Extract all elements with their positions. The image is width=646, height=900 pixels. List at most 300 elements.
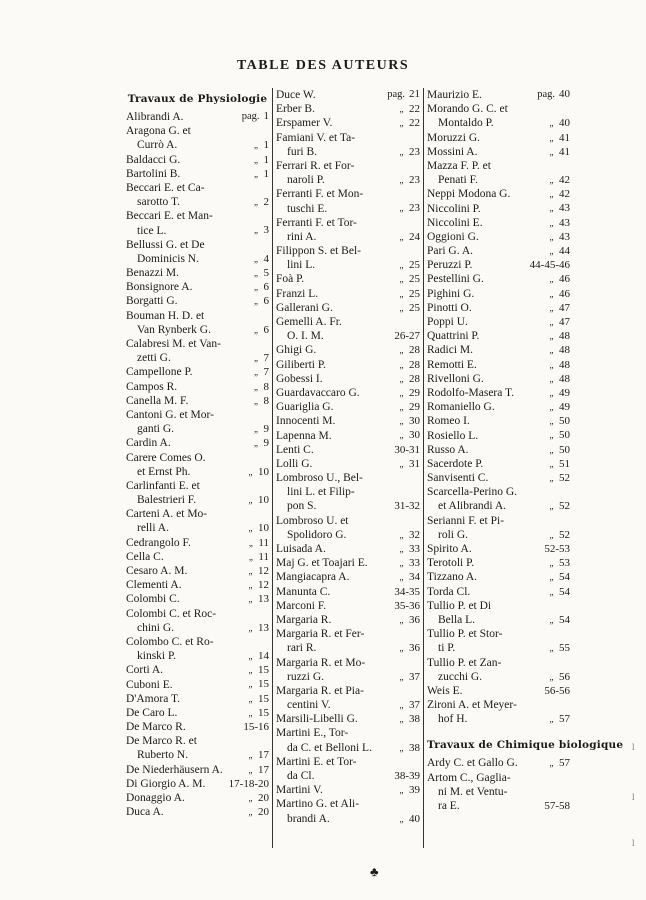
page-number: 6 [263,323,269,336]
author-name: De Caro L. [126,706,178,719]
author-name: Foà P. [276,273,305,286]
author-name: Margaria R. et Pia- [276,684,364,697]
page-number: 50 [559,429,570,442]
index-entry [427,599,570,627]
author-name: Pestellini G. [427,273,484,286]
page-number: 41 [559,131,570,144]
author-name: Cardin A. [126,437,171,450]
index-entry [276,684,420,712]
page-number: 43 [559,202,570,215]
page-number: 48 [559,372,570,385]
page-reference [550,145,571,159]
index-entry [126,337,269,365]
ditto-mark: „ [399,274,404,285]
ditto-mark: „ [254,225,258,236]
page-reference [550,329,571,343]
ditto-mark: „ [549,458,554,469]
page-number: 35-36 [394,599,420,612]
index-entry [276,372,420,386]
page-number: 52 [559,528,570,541]
author-name: Remotti E. [427,358,477,371]
page-number: 57-58 [544,799,570,812]
author-name: Aragona G. et [126,125,191,138]
index-entry [427,301,570,315]
ditto-mark: „ [399,118,404,129]
index-entry [427,627,570,655]
author-name: Weis E. [427,684,463,697]
page-reference [550,570,571,584]
index-entry [276,443,420,457]
author-name-continued: roli G. [438,528,469,541]
ditto-mark: „ [549,316,554,327]
page-reference [550,244,571,258]
index-entry [276,414,420,428]
ditto-mark: „ [399,302,404,313]
page-reference [400,287,421,301]
author-name: Mangiacapra A. [276,571,350,584]
page-reference [254,436,269,450]
page-number: 38-39 [394,769,420,782]
page-number: 23 [409,202,420,215]
page-reference [249,493,270,507]
column-2 [276,88,420,826]
page-number: 9 [263,423,269,436]
ditto-mark: „ [399,700,404,711]
author-name: Franzi L. [276,287,319,300]
page-number: 17 [258,749,269,762]
page-reference [400,414,421,428]
pag-abbrev: pag. [537,88,555,100]
index-entry [126,777,269,791]
index-entry [427,556,570,570]
entry-list [126,110,269,819]
index-entry [427,230,570,244]
ditto-mark: „ [549,288,554,299]
author-name: Baldacci G. [126,153,181,166]
author-name: Ardy C. et Gallo G. [427,757,518,770]
page-reference [550,641,571,655]
index-entry [126,124,269,152]
page-reference [550,201,571,215]
ditto-mark: „ [254,367,258,378]
footer-ornament: ♣ [370,864,379,879]
page-reference [400,145,421,159]
page-reference [550,443,571,457]
ditto-mark: „ [549,473,554,484]
index-entry [427,656,570,684]
index-entry [126,592,269,606]
ditto-mark: „ [399,430,404,441]
page-reference [400,173,421,187]
ditto-mark: „ [399,175,404,186]
author-name-continued: Balestrieri F. [137,494,197,507]
page-number: 34 [409,571,420,584]
ditto-mark: „ [254,324,258,335]
ditto-mark: „ [248,679,253,690]
page-reference [550,343,571,357]
column-3 [427,87,624,813]
author-name: Sanvisenti C. [427,472,489,485]
author-name: Duce W. [276,89,316,101]
author-name: Maurizio E. [427,89,482,101]
page-number: 28 [409,344,420,357]
ditto-mark: „ [248,651,253,662]
author-name: Mazza F. P. et [427,159,491,172]
author-name: Bouman H. D. et [126,309,205,322]
page-number: 10 [258,465,269,478]
ditto-mark: „ [248,523,253,534]
author-name: Torda Cl. [427,585,471,598]
ditto-mark: „ [549,586,554,597]
page-reference [249,677,270,691]
author-name: Tullio P. et Di [427,599,492,612]
ditto-mark: „ [254,381,258,392]
ditto-mark: „ [549,132,554,143]
index-entry [427,88,570,102]
page-reference [537,87,570,102]
page-reference [249,663,270,677]
page-number: 11 [258,550,269,563]
page-reference [249,763,270,777]
author-name-continued: et Ernst Ph. [137,465,191,478]
author-name-continued: da C. et Belloni L. [287,741,372,754]
page-reference [243,720,269,734]
page-reference [400,556,421,570]
index-entry [126,550,269,564]
index-entry [126,635,269,663]
author-name: Gobessi I. [276,372,323,385]
author-name-continued: ganti G. [137,423,175,436]
page-reference [400,698,421,712]
page-reference [400,116,421,130]
index-entry [126,578,269,592]
index-entry [427,187,570,201]
index-entry [126,663,269,677]
page-number: 28 [409,372,420,385]
ditto-mark: „ [248,495,253,506]
index-entry [276,556,420,570]
page-number: 43 [559,230,570,243]
page-number: 15 [258,664,269,677]
author-name-continued: da Cl. [287,770,315,782]
page-reference [400,812,421,826]
author-name: Cuboni E. [126,678,173,691]
page-reference [400,457,421,471]
index-entry [276,797,420,825]
page-number: 3 [263,224,269,237]
index-entry [427,457,570,471]
index-entry [276,514,420,542]
index-entry [276,712,420,726]
index-entry [276,783,420,797]
page-number: 40 [409,812,420,825]
ditto-mark: „ [549,430,554,441]
index-entry [427,244,570,258]
page-reference [550,471,571,485]
author-name: Canella M. F. [126,394,189,407]
page-reference [550,428,571,442]
ditto-mark: „ [549,572,554,583]
page-number: 46 [559,273,570,286]
ditto-mark: „ [399,260,404,271]
index-entry [427,756,570,770]
ditto-mark: „ [399,231,404,242]
author-name: Rivelloni G. [427,372,484,385]
column-1 [126,88,269,819]
ditto-mark: „ [248,750,253,761]
author-name: Ghigi G. [276,344,317,357]
page-number: 29 [409,386,420,399]
ditto-mark: „ [254,296,258,307]
author-name: Clementi A. [126,579,182,592]
author-name: Terotoli P. [427,557,475,570]
page-number: 40 [559,87,570,100]
page-number: 53 [559,557,570,570]
author-name: Gallerani G. [276,301,333,314]
index-entry [427,159,570,187]
author-name-continued: zetti G. [137,352,171,365]
page-reference [400,358,421,372]
page-number: 36 [409,642,420,655]
page-reference [394,585,420,599]
author-name: Duca A. [126,806,164,819]
page-reference [550,301,571,315]
author-name-continued: pon S. [287,500,317,513]
index-entry [276,400,420,414]
author-name: Moruzzi G. [427,131,481,144]
index-entry [126,507,269,535]
author-name: Ferrari R. et For- [276,159,355,172]
index-entry [276,358,420,372]
author-name-continued: relli A. [137,522,169,535]
page-reference [550,585,571,599]
page-number: 30-31 [394,443,420,456]
index-entry [427,414,570,428]
page-number: 30 [409,415,420,428]
page-number: 22 [409,117,420,130]
page-reference [550,116,571,130]
index-entry [126,238,269,266]
index-entry [276,570,420,584]
author-name: Pari G. A. [427,245,473,258]
ditto-mark: „ [399,529,404,540]
ditto-mark: „ [549,203,554,214]
ditto-mark: „ [549,274,554,285]
page-number: 7 [263,352,269,365]
author-name: Cesaro A. M. [126,565,188,577]
index-entry [276,599,420,613]
author-name: Pinotti O. [427,301,472,314]
index-entry [126,706,269,720]
author-name: Lenti C. [276,443,314,456]
page-number: 34-35 [394,585,420,598]
index-entry [126,167,269,181]
index-entry [427,570,570,584]
author-name-continued: tice L. [137,224,167,237]
ditto-mark: „ [549,231,554,242]
page-reference [254,380,269,394]
page-number: 25 [409,301,420,314]
page-reference [550,556,571,570]
index-entry [427,216,570,230]
author-name: Lolli G. [276,457,313,470]
ditto-mark: „ [549,359,554,370]
page-number: 52-53 [544,542,570,555]
page-reference [550,670,571,684]
index-entry [276,726,420,754]
author-name: Cantoni G. et Mor- [126,408,214,421]
author-name: Borgatti G. [126,295,178,308]
index-entry [427,443,570,457]
author-name: Campos R. [126,380,178,393]
author-name: Lombroso U., Bel- [276,472,363,485]
author-name-continued: Ruberto N. [137,749,189,762]
ditto-mark: „ [549,189,554,200]
index-entry [276,88,420,102]
index-entry [276,159,420,187]
author-name: Donaggio A. [126,792,185,804]
index-entry [126,209,269,237]
author-name: Margaria R. et Fer- [276,628,365,641]
page-number: 14 [258,650,269,663]
ditto-mark: „ [248,707,253,718]
ditto-mark: „ [549,444,554,455]
page-number: 28 [409,358,420,371]
page-reference [550,528,571,542]
index-entry [276,315,420,343]
ditto-mark: „ [254,353,258,364]
side-mark: l [632,742,635,752]
page-number: 2 [263,196,269,209]
ditto-mark: „ [399,458,404,469]
page-reference [249,465,270,479]
page-reference [550,499,571,513]
page-reference [387,87,420,102]
author-name-continued: kinski P. [137,650,176,663]
index-entry [276,386,420,400]
author-name: Colombi C. [126,593,180,606]
page-number: 54 [559,585,570,598]
index-entry [427,102,570,130]
side-mark: l [632,838,635,848]
ditto-mark: „ [549,175,554,186]
author-name-continued: ti P. [438,642,456,655]
ditto-mark: „ [399,402,404,413]
index-entry [427,202,570,216]
ditto-mark: „ [248,693,253,704]
ditto-mark: „ [254,282,258,293]
author-name: Peruzzi P. [427,259,473,272]
page-number: 49 [559,386,570,399]
index-entry [427,684,570,698]
page-reference [400,386,421,400]
author-name-continued: O. I. M. [287,330,324,343]
author-name: Tullio P. et Stor- [427,628,503,641]
author-name: Marconi F. [276,599,327,612]
index-entry [126,110,269,124]
index-entry [276,343,420,357]
page-number: 52 [559,500,570,513]
ditto-mark: „ [254,168,258,179]
entry-list [276,88,420,826]
index-entry [126,394,269,408]
ditto-mark: „ [549,671,554,682]
author-name: Erber B. [276,103,315,116]
index-entry [276,613,420,627]
page-reference [550,400,571,414]
author-name: De Marco R. [126,721,186,734]
page-reference [544,684,570,698]
page-reference [249,550,269,564]
page-reference [400,272,421,286]
page-number: 6 [263,295,269,308]
author-name: Oggioni G. [427,230,479,243]
page-reference [550,131,571,145]
column-divider-2 [423,88,424,848]
page-number: 49 [559,401,570,414]
index-entry [427,514,570,542]
index-entry [276,102,420,116]
author-name: Marsili-Libelli G. [276,713,358,726]
page-reference [254,252,269,266]
index-entry [276,187,420,215]
author-name-continued: et Alibrandi A. [438,500,507,513]
index-entry [276,429,420,443]
page-number: 50 [559,415,570,428]
page-reference [550,386,571,400]
page-number: 8 [263,380,269,393]
author-name-continued: Dominicis N. [137,252,199,265]
page-reference [249,805,270,819]
ditto-mark: „ [549,246,554,257]
ditto-mark: „ [254,253,258,264]
author-name: Gemelli A. Fr. [276,316,342,328]
page-reference [249,536,269,550]
ditto-mark: „ [248,580,253,591]
index-entry [126,153,269,167]
index-entry [126,720,269,734]
ditto-mark: „ [248,565,253,576]
section-heading-chimique: Travaux de Chimique biologique [427,739,624,752]
page-reference [400,343,421,357]
author-name: Tizzano A. [427,571,478,584]
author-name: Serianni F. et Pi- [427,514,505,527]
page-number: 1 [263,109,269,122]
page-number: 22 [409,103,420,116]
page-number: 38 [409,713,420,726]
page-reference [544,542,570,556]
author-name-continued: ruzzi G. [287,670,325,683]
page-number: 7 [263,366,269,379]
author-name-continued: Currò A. [137,139,178,152]
side-mark: l [632,792,635,802]
author-name: Pighini G. [427,287,475,300]
page-number: 29 [409,401,420,414]
index-entry [126,805,269,819]
page-reference [254,153,269,167]
page-number: 11 [258,536,269,549]
page-number: 10 [258,494,269,507]
page-reference [400,230,421,244]
index-entry [126,763,269,777]
ditto-mark: „ [399,203,404,214]
ditto-mark: „ [399,714,404,725]
ditto-mark: „ [399,671,404,682]
page-number: 54 [559,613,570,626]
author-name-continued: hof H. [438,713,468,726]
page-reference [400,670,421,684]
page-number: 57 [559,713,570,726]
